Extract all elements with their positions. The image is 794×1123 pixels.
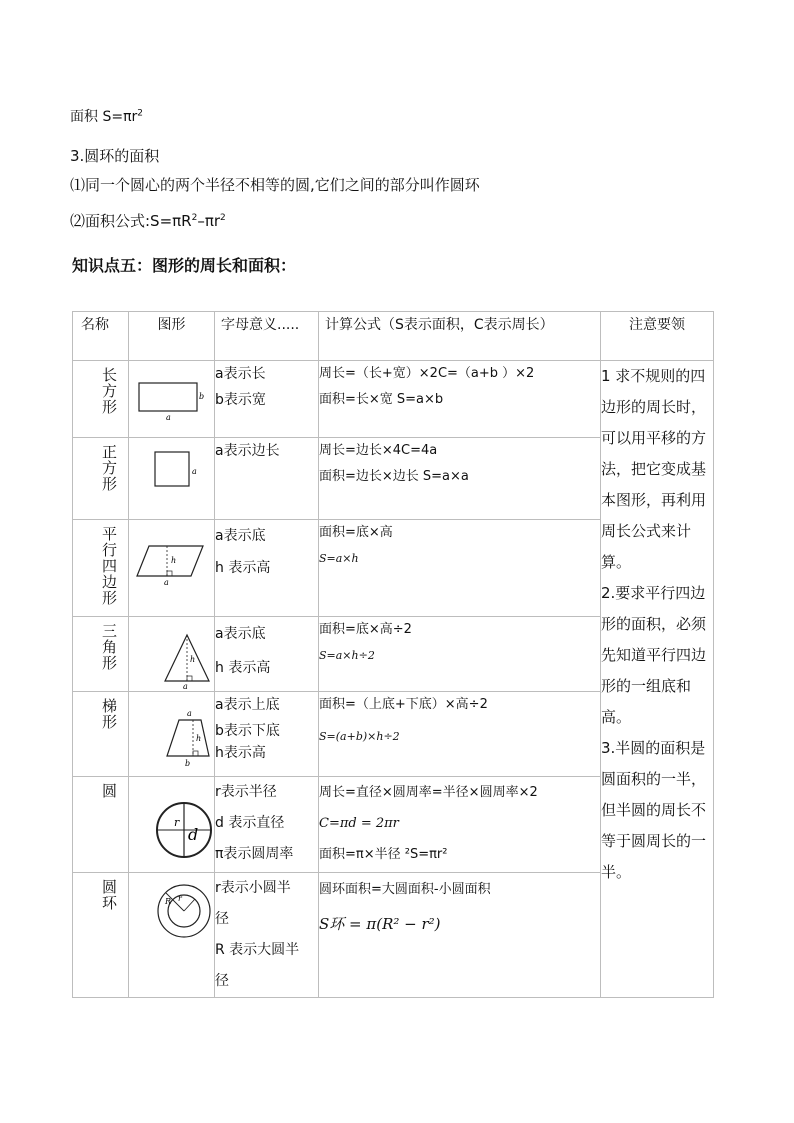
rectangle-figure <box>129 361 215 438</box>
header-notes: 注意要领 <box>601 312 714 361</box>
formula-cell: 面积=（上底+下底）×高÷2 S=(a+b)×h÷2 <box>319 692 601 777</box>
formula-cell: 周长=边长×4C=4a 面积=边长×边长 S=a×a <box>319 438 601 520</box>
formula-cell: 周长=直径×圆周率=半径×圆周率×2 C=πd = 2πr 面积=π×半径 ²S=πr² <box>319 777 601 873</box>
header-shape: 图形 <box>129 312 215 361</box>
svg-text:d: d <box>188 825 199 844</box>
letter-meaning-cell: a表示边长 <box>215 438 319 520</box>
svg-text:a: a <box>192 467 197 476</box>
header-name: 名称 <box>73 312 129 361</box>
note-2: 2.要求平行四边形的面积，必须先知道平行四边形的一组底和高。 <box>601 584 707 726</box>
parallelogram-figure <box>129 520 215 617</box>
svg-text:b: b <box>185 759 191 768</box>
table-row <box>73 361 714 438</box>
circle-figure <box>129 777 215 873</box>
letter-meaning-cell: a表示底 h 表示高 <box>215 520 319 617</box>
letter-meaning-cell: r表示半径 d 表示直径 π表示圆周率 <box>215 777 319 873</box>
shape-name-cell: 圆 <box>73 777 129 873</box>
shape-name-cell: 长 方 形 <box>73 361 129 438</box>
header-formula: 计算公式（S表示面积，C表示周长） <box>319 312 601 361</box>
shape-name-cell: 梯 形 <box>73 692 129 777</box>
letter-meaning-cell: a表示长 b表示宽 <box>215 361 319 438</box>
square-figure <box>129 438 215 520</box>
area-formula-circle: 面积 $S=\pi r^2$ <box>70 108 143 125</box>
triangle-figure <box>129 617 215 692</box>
svg-text:r: r <box>178 894 182 903</box>
annulus-figure <box>129 873 215 998</box>
svg-text:h: h <box>190 655 196 664</box>
letter-meaning-cell: r表示小圆半 径 R 表示大圆半 径 <box>215 873 319 998</box>
notes-cell <box>601 361 714 998</box>
formula-cell: 面积=底×高÷2 S=a×h÷2 <box>319 617 601 692</box>
shape-name-cell: 圆 环 <box>73 873 129 998</box>
shape-name-cell: 三 角 形 <box>73 617 129 692</box>
shapes-table <box>72 311 714 998</box>
svg-text:a: a <box>164 578 169 587</box>
section-heading: 知识点五：图形的周长和面积： <box>72 256 297 275</box>
shape-name-cell: 正 方 形 <box>73 438 129 520</box>
annulus-area-title: 3.圆环的面积 <box>70 147 160 165</box>
svg-text:h: h <box>171 556 177 565</box>
svg-text:r: r <box>174 816 180 829</box>
formula-cell: 圆环面积=大圆面积-小圆面积 S环 = π(R² − r²) <box>319 873 601 998</box>
svg-text:a: a <box>166 413 171 421</box>
svg-text:R: R <box>165 897 172 906</box>
table-header-row <box>73 312 714 361</box>
note-3: 3.半圆的面积是圆面积的一半，但半圆的周长不等于圆周长的一半。 <box>601 739 707 881</box>
trapezoid-figure <box>129 692 215 777</box>
note-1: 1 求不规则的四边形的周长时，可以用平移的方法，把它变成基本图形，再利用周长公式来计算。 <box>601 367 707 571</box>
svg-text:h: h <box>196 734 202 743</box>
letter-meaning-cell: a表示底 h 表示高 <box>215 617 319 692</box>
annulus-definition: ⑴同一个圆心的两个半径不相等的圆,它们之间的部分叫作圆环 <box>70 176 480 194</box>
formula-cell: 面积=底×高 S=a×h <box>319 520 601 617</box>
header-meaning: 字母意义..... <box>215 312 319 361</box>
svg-text:b: b <box>199 392 205 401</box>
annulus-area-formula: ⑵面积公式$:S=\pi R^2-\pi r^2$ <box>70 212 226 230</box>
letter-meaning-cell: a表示上底 b表示下底 h表示高 <box>215 692 319 777</box>
svg-text:a: a <box>187 709 192 718</box>
formula-cell: 周长=（长+宽）×2C=（a+b ）×2 面积=长×宽 S=a×b <box>319 361 601 438</box>
shape-name-cell: 平 行 四 边 形 <box>73 520 129 617</box>
svg-text:a: a <box>183 682 188 689</box>
